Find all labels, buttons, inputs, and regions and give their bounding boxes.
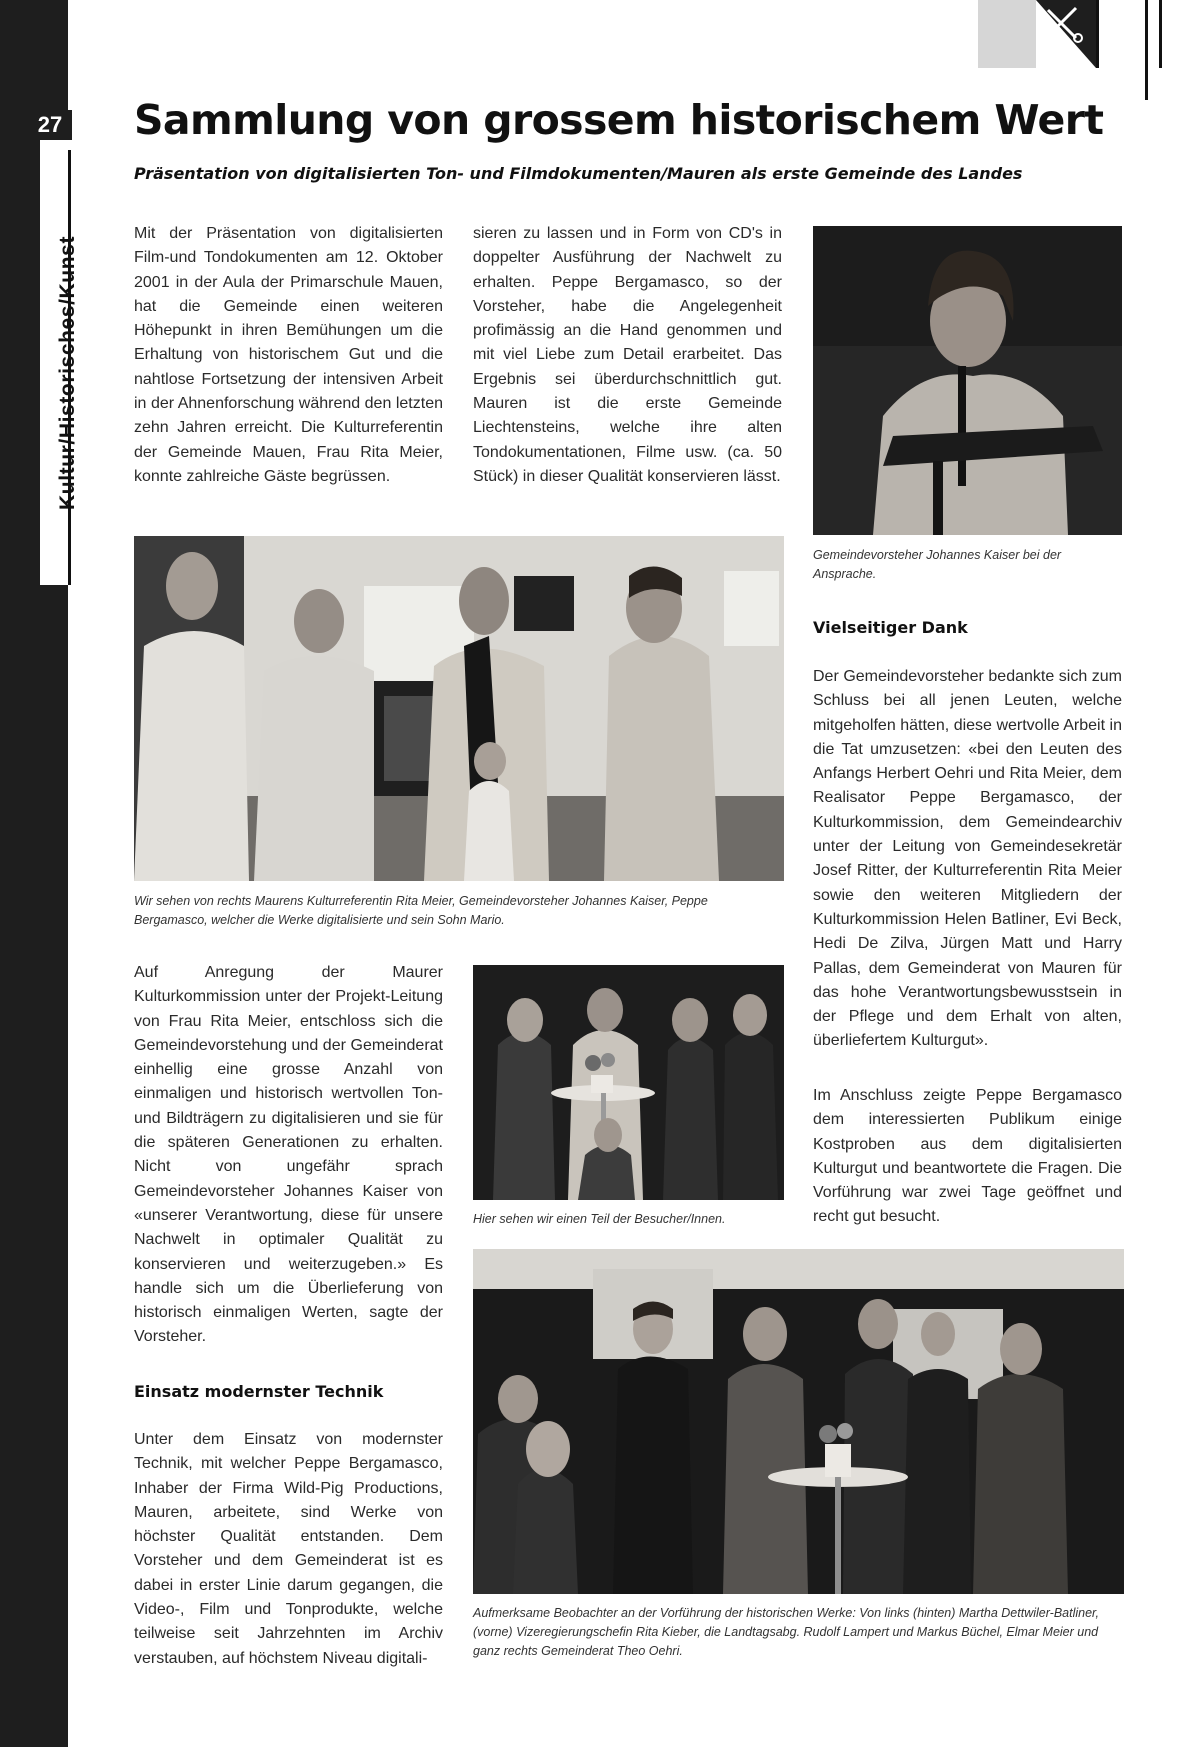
caption-visitors: Hier sehen wir einen Teil der Besucher/Innen. bbox=[473, 1212, 726, 1226]
article-title: Sammlung von grossem historischem Wert bbox=[134, 96, 1104, 144]
emblem-shade bbox=[978, 0, 1036, 68]
intro-column-1: Mit der Präsentation von digitalisierten Film-und Tondokumenten am 12. Oktober 2001 in der Aula der Primarschule Mauen, hat die Gemeinde einen weiteren Höhepunkt in ihren Bemühungen um die Erhaltung von historischem Gut und die nahtlose Fortsetzung der intensiven Arbeit in der Ahnenforschung während den letzten zehn Jahren erreicht. Die Kulturreferentin der Gemeinde Mauen, Frau Rita Meier, konnte zahlreiche Gäste begrüssen. bbox=[134, 225, 443, 485]
photo-group bbox=[134, 536, 784, 881]
intro-column-2: sieren zu lassen und in Form von CD's in doppelter Ausführung der Nachwelt zu erhalten. Peppe Bergamasco, so der Vorsteher, habe die Angelegenheit profimässig an die Hand genommen und mit viel Liebe zum Detail erarbeitet. Das Ergebnis sei überdurchschnittlich gut. Mauren ist die erste Gemeinde Liechtensteins, welche ihre alten Tondokumentationen, Filme usw. (ca. 50 Stück) in dieser Qualität konservieren lässt. bbox=[473, 225, 782, 485]
crossed-keys-icon bbox=[1036, 0, 1096, 68]
emblem-bars bbox=[1099, 0, 1200, 100]
caption-group: Wir sehen von rechts Maurens Kulturreferentin Rita Meier, Gemeindevorsteher Johannes Kaiser, Peppe Bergamasco, welcher die Werke digitalisierte und sein Sohn Mario. bbox=[134, 894, 708, 927]
body-left: Auf Anregung der Maurer Kulturkommission unter der Projekt-Leitung von Frau Rita Meier, entschloss sich die Gemeindevorstehung und der Gemeinderat einhellig eine grosse Anzahl von einmaligen und historisch wertvollen Ton- und Bildträgern zu digitalisieren und sie für die späteren Generationen zu erhalten. Nicht von ungefähr sprach Gemeindevorsteher Johannes Kaiser von «unserer Verantwortung, diese für unsere Nachwelt in optimaler Qualität zu konservieren und weiterzugeben.» Es handle sich um die Überlieferung von historisch einmaligen Werten, sagte der Vorsteher. bbox=[134, 964, 443, 1346]
body-dank: Der Gemeindevorsteher bedankte sich zum Schluss bei all jenen Leuten, welche mitgeholfen hätten, diese wertvolle Arbeit in die Tat umzusetzen: «bei den Leuten des Anfangs Herbert Oehri und Rita Meier, dem Realisator Peppe Bergamasco, der Kulturkommission, dem Gemeindearchiv unter der Leitung von Gemeindesekretär Josef Ritter, der Kulturreferentin Rita Meier sowie den weiteren Mitgliedern der Kulturkommission Helen Batliner, Evi Beck, Hedi De Zilva, Jürgen Matt und Harry Pallas, dem Gemeinderat von Mauren für das hohe Verantwortungsbewusstsein in der Pflege und dem Erhalt von alten, überliefertem Kulturgut». bbox=[813, 668, 1122, 1050]
article-subtitle: Präsentation von digitalisierten Ton- und Filmdokumenten/Mauren als erste Gemeinde des Landes bbox=[134, 164, 1023, 183]
caption-observers: Aufmerksame Beobachter an der Vorführung der historischen Werke: Von links (hinten) Martha Dettwiler-Batliner, (vorne) Vizeregierungschefin Rita Kieber, die Landtagsabg. Rudolf Lampert und Markus Büchel, Elmar Meier und ganz rechts Gemeinderat Theo Oehri. bbox=[473, 1606, 1099, 1658]
heading-einsatz-technik: Einsatz modernster Technik bbox=[134, 1382, 384, 1401]
photo-speaker bbox=[813, 226, 1122, 535]
heading-vielseitiger-dank: Vielseitiger Dank bbox=[813, 618, 968, 637]
photo-observers bbox=[473, 1249, 1124, 1594]
emblem-box bbox=[1036, 0, 1099, 68]
body-anschluss: Im Anschluss zeigte Peppe Bergamasco dem interessierten Publikum einige Kostproben aus dem digitalisierten Kulturgut und beantwortete die Fragen. Die Vorführung war zwei Tage geöffnet und recht gut besucht. bbox=[813, 1087, 1122, 1226]
page-number: 27 bbox=[28, 110, 75, 140]
caption-speaker: Gemeindevorsteher Johannes Kaiser bei der Ansprache. bbox=[813, 548, 1062, 581]
section-label: Kultur/Historisches/Kunst bbox=[56, 235, 79, 510]
photo-visitors bbox=[473, 965, 784, 1200]
body-technik: Unter dem Einsatz von modernster Technik, mit welcher Peppe Bergamasco, Inhaber der Firma Wild-Pig Productions, Mauren, arbeitete, sind Werke von höchster Qualität entstanden. Dem Vorsteher und dem Gemeinderat ist es dabei in erster Linie darum gegangen, die Video-, Film und Tonprodukte, welche teilweise seit Jahrzehnten im Archiv verstauben, auf höchstem Niveau digitali- bbox=[134, 1431, 443, 1667]
